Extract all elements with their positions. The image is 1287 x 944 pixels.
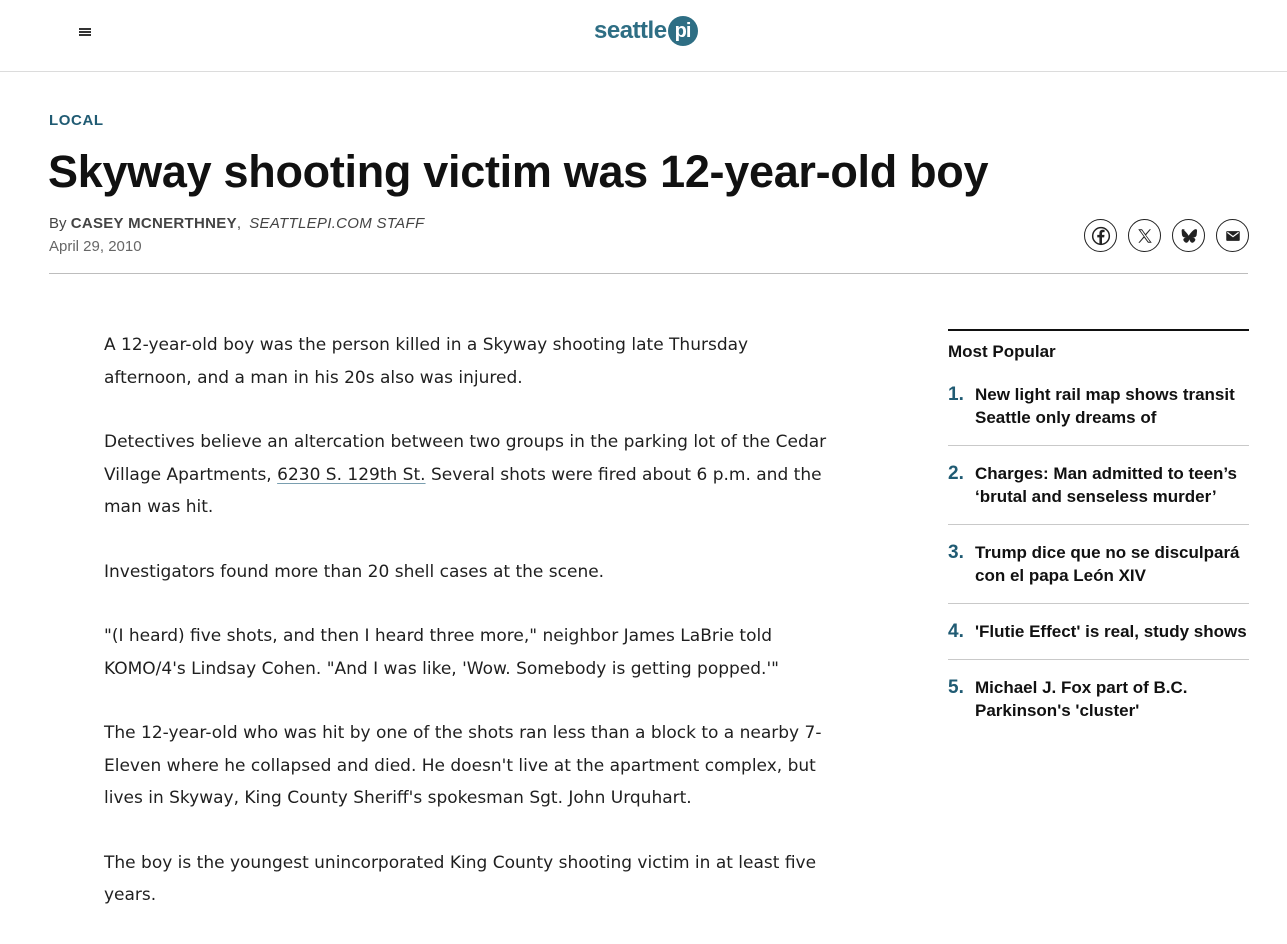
facebook-icon xyxy=(1091,226,1111,246)
logo-badge: pi xyxy=(668,16,698,46)
article-body xyxy=(104,329,839,944)
popular-item-headline[interactable]: Michael J. Fox part of B.C. Parkinson's 'cluster' xyxy=(975,678,1188,720)
popular-item[interactable] xyxy=(948,541,1249,604)
menu-line xyxy=(79,31,91,33)
article-paragraph xyxy=(104,426,839,524)
most-popular-sidebar xyxy=(948,329,1249,754)
article-headline: Skyway shooting victim was 12-year-old boy xyxy=(48,146,989,197)
author-affiliation: SEATTLEPI.COM STAFF xyxy=(249,215,425,232)
popular-item-number: 3. xyxy=(948,542,964,563)
site-header xyxy=(0,0,1287,72)
byline-prefix: By xyxy=(49,215,67,232)
menu-line xyxy=(79,34,91,36)
popular-item-headline[interactable]: Trump dice que no se disculpará con el papa León XIV xyxy=(975,543,1240,585)
paragraph-text: Several shots were fired about 6 p.m. and the man was hit. xyxy=(104,464,822,517)
share-bluesky-button[interactable] xyxy=(1172,219,1205,252)
article-paragraph: The boy is the youngest unincorporated King County shooting victim in at least five years. xyxy=(104,852,817,905)
article-paragraph: "(I heard) five shots, and then I heard three more," neighbor James LaBrie told KOMO/4's Lindsay Cohen. "And I was like, 'Wow. Somebody is getting popped.'" xyxy=(104,626,779,679)
popular-item-number: 4. xyxy=(948,621,964,642)
article-paragraph: The 12-year-old who was hit by one of the shots ran less than a block to a nearby 7-Eleven where he collapsed and died. He doesn't live at the apartment complex, but lives in Skyway, King County Sheriff's spokesman Sgt. John Urquhart. xyxy=(104,723,822,808)
popular-item-headline[interactable]: Charges: Man admitted to teen’s ‘brutal and senseless murder’ xyxy=(975,464,1237,506)
share-facebook-button[interactable] xyxy=(1084,219,1117,252)
share-x-button[interactable] xyxy=(1128,219,1161,252)
most-popular-title: Most Popular xyxy=(948,342,1056,361)
byline-separator: , xyxy=(236,215,242,232)
paragraph-text: Detectives believe an altercation between two groups in the parking lot of the Cedar Village Apartments, xyxy=(104,432,827,485)
popular-item-headline[interactable]: 'Flutie Effect' is real, study shows xyxy=(975,622,1247,641)
address-link[interactable]: 6230 S. 129th St. xyxy=(277,464,426,485)
article-paragraph: Investigators found more than 20 shell cases at the scene. xyxy=(104,561,605,582)
menu-line xyxy=(79,28,91,30)
popular-item-headline[interactable]: New light rail map shows transit Seattle only dreams of xyxy=(975,385,1235,427)
x-icon xyxy=(1136,227,1154,245)
popular-item[interactable] xyxy=(948,462,1249,525)
header-divider xyxy=(49,273,1248,274)
logo-wordmark: seattle xyxy=(594,17,667,44)
popular-item-number: 1. xyxy=(948,384,964,405)
bluesky-icon xyxy=(1180,227,1198,245)
popular-item-number: 2. xyxy=(948,463,964,484)
email-icon xyxy=(1224,227,1242,245)
popular-item[interactable] xyxy=(948,383,1249,446)
site-logo[interactable] xyxy=(594,14,698,48)
popular-item-number: 5. xyxy=(948,677,964,698)
popular-item[interactable] xyxy=(948,620,1249,660)
section-label[interactable]: LOCAL xyxy=(49,112,104,129)
byline xyxy=(49,215,424,232)
hamburger-menu-icon[interactable] xyxy=(76,24,96,40)
popular-item[interactable] xyxy=(948,676,1249,738)
article-paragraph: A 12-year-old boy was the person killed in a Skyway shooting late Thursday afternoon, and a man in his 20s also was injured. xyxy=(104,335,749,388)
share-email-button[interactable] xyxy=(1216,219,1249,252)
publish-date: April 29, 2010 xyxy=(49,238,142,255)
author-name-link[interactable]: CASEY MCNERTHNEY xyxy=(70,215,237,232)
